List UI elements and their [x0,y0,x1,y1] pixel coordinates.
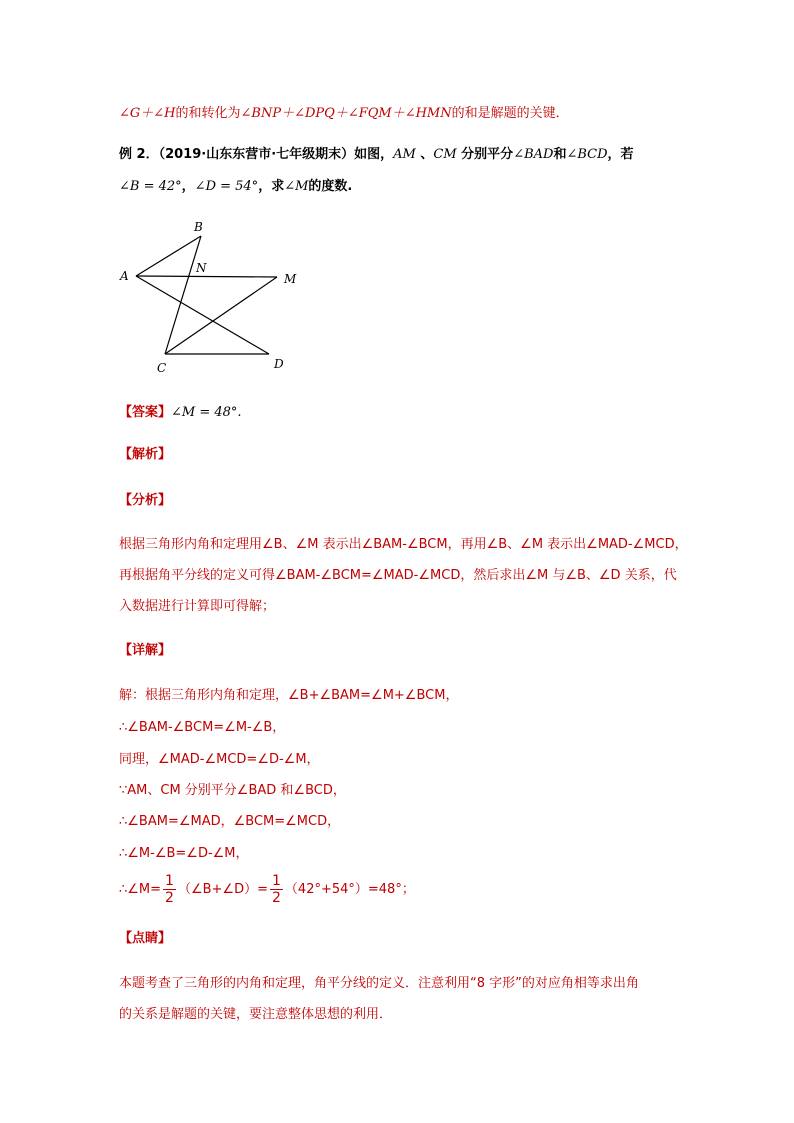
analysis-header: 【解析】 [119,447,172,462]
fraction-2-denominator: 2 [272,890,281,906]
example-sep-1: 、 [415,147,434,162]
example-label: 例 2． [119,147,159,162]
final-lead: ∴∠M= [119,882,162,897]
angle-bcd: ∠BCD [566,147,608,162]
example-sep-2: ， [181,179,195,194]
fraction-1-denominator: 2 [165,890,174,906]
final-mid: （∠B+∠D）= [177,882,268,897]
segment-ad [136,276,269,354]
example-text-4: ，若 [607,147,634,162]
example-text-5: ，求 [258,179,285,194]
label-a: A [120,269,129,283]
example-title-line [119,146,634,164]
fraction-one-half-2 [270,873,283,906]
var-am: AM [393,147,416,162]
label-d: D [274,357,284,371]
xiangjie-line-5: ∴∠BAM=∠MAD，∠BCM=∠MCD， [119,814,341,829]
segment-cm [165,277,277,354]
fenxi-line-1: 根据三角形内角和定理用∠B、∠M 表示出∠BAM-∠BCM，再用∠B、∠M 表示出∠MAD-∠MCD， [119,537,688,552]
fenxi-tag: 【分析】 [119,493,172,508]
dianjing-tag: 【点睛】 [119,931,172,946]
fenxi-line-3: 入数据进行计算即可得解； [119,599,276,614]
angle-bad: ∠BAD [513,147,554,162]
segment-bc [165,236,201,354]
example-source: （2019·山东东营市·七年级期末） [158,147,355,162]
label-m: M [284,272,297,286]
angle-m: ∠M [284,179,309,194]
fraction-one-half-1 [163,873,176,906]
geometry-figure [112,215,302,380]
example-condition-line [119,178,352,196]
intro-text-2: 的和是解题的关键． [451,106,569,121]
dianjing-line-2: 的关系是解题的关键，要注意整体思想的利用． [119,1007,393,1022]
intro-text-1: 的和转化为 [175,106,241,121]
xiangjie-final-line [119,868,415,912]
xiangjie-tag: 【详解】 [119,643,172,658]
final-tail: （42°+54°）=48°； [284,882,415,897]
condition-b: ∠B = 42° [119,179,182,194]
condition-d: ∠D = 54° [194,179,259,194]
answer-value: ∠M = 48°. [171,405,242,420]
example-text-2: 分别平分 [456,147,514,162]
dianjing-line-1: 本题考查了三角形的内角和定理，角平分线的定义．注意利用“8 字形”的对应角相等求出角 [119,976,639,991]
example-text-3: 和 [553,147,567,162]
fraction-1-numerator: 1 [165,873,174,889]
xiangjie-line-2: ∴∠BAM-∠BCM=∠M-∠B， [119,720,286,735]
label-n: N [196,261,207,275]
var-cm: CM [433,147,457,162]
xiangjie-line-1: 解：根据三角形内角和定理，∠B+∠BAM=∠M+∠BCM， [119,688,459,703]
intro-expr-2: ∠BNP＋∠DPQ＋∠FQM＋∠HMN [240,106,452,121]
answer-line [119,404,242,422]
intro-line [119,105,569,123]
example-text-1: 如图， [354,147,394,162]
xiangjie-line-3: 同理，∠MAD-∠MCD=∠D-∠M， [119,752,320,767]
fraction-2-numerator: 1 [272,873,281,889]
answer-tag: 【答案】 [119,405,172,420]
xiangjie-line-6: ∴∠M-∠B=∠D-∠M， [119,846,249,861]
example-text-6: 的度数. [308,179,353,194]
xiangjie-line-4: ∵AM、CM 分别平分∠BAD 和∠BCD， [119,783,346,798]
fenxi-line-2: 再根据角平分线的定义可得∠BAM-∠BCM=∠MAD-∠MCD，然后求出∠M 与∠B、∠D 关系，代 [119,568,677,583]
segment-am [136,276,277,277]
intro-expr-1: ∠G＋∠H [119,106,176,121]
label-b: B [194,220,203,234]
label-c: C [157,361,167,375]
